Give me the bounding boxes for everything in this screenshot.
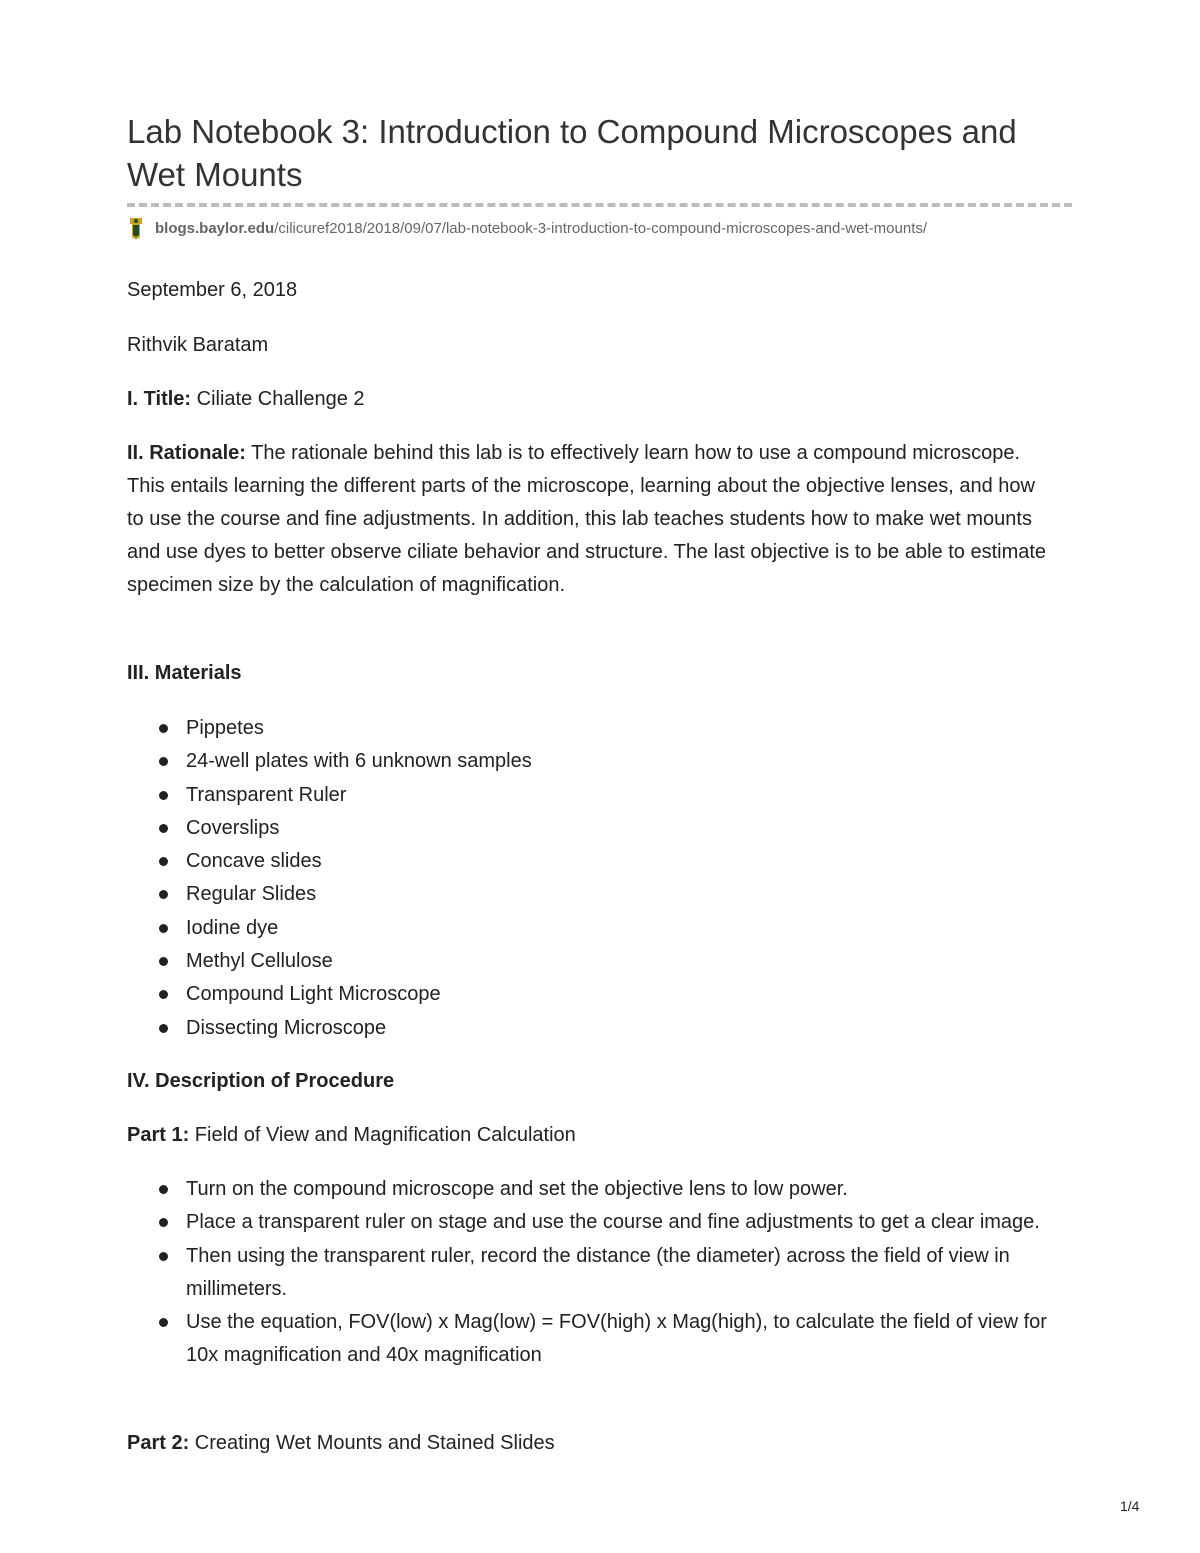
part1-steps [159,1173,1059,1373]
list-item: Compound Light Microscope [159,978,532,1011]
procedure-heading: IV. Description of Procedure [127,1070,395,1092]
materials-list [159,712,532,1045]
list-item: 24-well plates with 6 unknown samples [159,745,532,778]
part1-title: Field of View and Magnification Calculation [189,1124,576,1146]
list-item: Place a transparent ruler on stage and use the course and fine adjustments to get a clear image. [159,1206,1059,1239]
list-item: Transparent Ruler [159,779,532,812]
title-value: Ciliate Challenge 2 [191,388,365,410]
source-link[interactable] [127,216,927,240]
title-label: I. Title: [127,388,192,410]
rationale-label: II. Rationale: [127,442,246,464]
author-name: Rithvik Baratam [127,334,269,356]
list-item: Concave slides [159,845,532,878]
list-item: Dissecting Microscope [159,1012,532,1045]
page-number: 1/4 [1120,1498,1140,1514]
source-domain[interactable]: blogs.baylor.edu [155,219,275,237]
rationale-text: The rationale behind this lab is to effectively learn how to use a compound microscope. This entails learning the different parts of the microscope, learning about the objective lenses, and how to use the course and fine adjustments. In addition, this lab teaches students how to make wet mounts and use dyes to better observe ciliate behavior and structure. The last objective is to be able to estimate specimen size by the calculation of magnification. [127,442,1047,596]
list-item: Methyl Cellulose [159,945,532,978]
list-item: Iodine dye [159,912,532,945]
materials-heading: III. Materials [127,662,242,684]
list-item: Coverslips [159,812,532,845]
list-item: Use the equation, FOV(low) x Mag(low) = FOV(high) x Mag(high), to calculate the field of view for 10x magnification and 40x magnification [159,1306,1059,1373]
list-item: Regular Slides [159,878,532,911]
title-divider [127,203,1072,207]
rationale-section [127,437,1057,602]
page-title: Lab Notebook 3: Introduction to Compound Microscopes and Wet Mounts [127,113,1017,193]
part2-title: Creating Wet Mounts and Stained Slides [189,1432,555,1454]
part1-label: Part 1: [127,1124,190,1146]
part1-heading [127,1119,576,1152]
post-date: September 6, 2018 [127,279,298,301]
list-item: Then using the transparent ruler, record the distance (the diameter) across the field of view in millimeters. [159,1240,1059,1307]
baylor-bear-icon [127,216,145,240]
list-item: Pippetes [159,712,532,745]
list-item: Turn on the compound microscope and set the objective lens to low power. [159,1173,1059,1206]
part2-label: Part 2: [127,1432,190,1454]
part2-heading [127,1427,555,1460]
source-path[interactable]: /cilicuref2018/2018/09/07/lab-notebook-3-introduction-to-compound-microscopes-and-wet-mounts/ [274,219,928,237]
title-section [127,383,365,416]
